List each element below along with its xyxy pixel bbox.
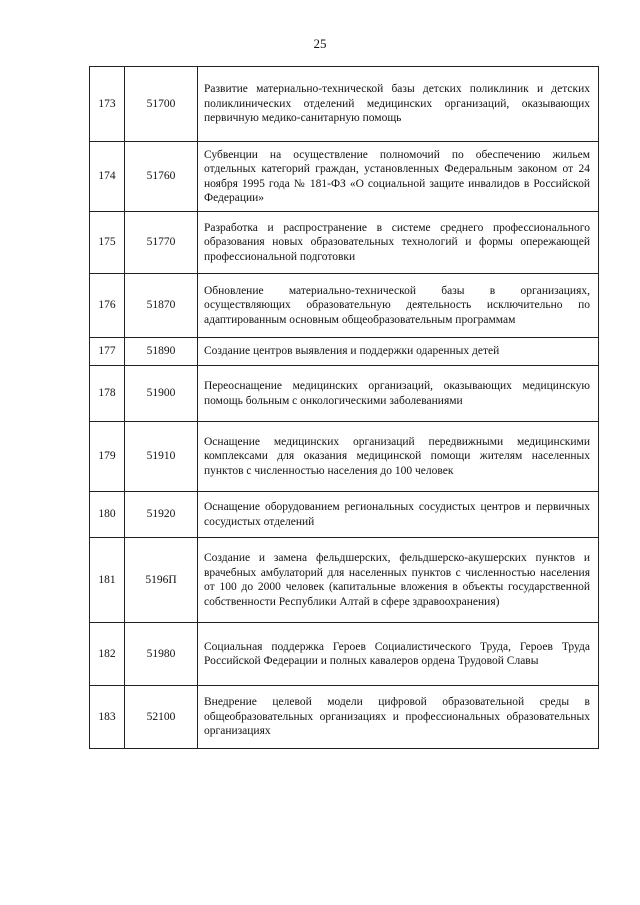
row-description-text: Создание и замена фельдшерских, фельдшерско-акушерских пунктов и врачебных амбулаторий для населенных пунктов с численностью населения от 100 до 2000 человек (капитальные вложения в объекты государственной собственности Республики Алтай в сфере здравоохранения) <box>204 552 590 608</box>
row-description-text: Субвенции на осуществление полномочий по обеспечению жильем отдельных категорий граждан, установленных Федеральным законом от 24 ноября 1995 года № 181-ФЗ «О социальной защите инвалидов в Российской Федерации» <box>204 148 590 204</box>
row-description <box>198 142 599 212</box>
row-description <box>198 623 599 686</box>
row-description <box>198 538 599 623</box>
row-description <box>198 338 599 366</box>
table-row <box>90 212 599 274</box>
row-number: 183 <box>90 686 125 749</box>
row-description <box>198 67 599 142</box>
row-number: 175 <box>90 212 125 274</box>
table-row <box>90 686 599 749</box>
row-description <box>198 366 599 422</box>
row-code: 51770 <box>125 212 198 274</box>
row-code: 52100 <box>125 686 198 749</box>
row-description-text: Развитие материально-технической базы детских поликлиник и детских поликлинических отделений медицинских организаций, оказывающих первичную медико-санитарную помощь <box>204 83 590 125</box>
row-number: 177 <box>90 338 125 366</box>
row-number: 174 <box>90 142 125 212</box>
page-number: 25 <box>313 36 327 51</box>
row-description-text: Создание центров выявления и поддержки одаренных детей <box>204 345 500 358</box>
row-description-text: Оснащение оборудованием региональных сосудистых центров и первичных сосудистых отделений <box>204 501 590 528</box>
budget-codes-table <box>89 66 599 749</box>
row-code: 51920 <box>125 492 198 538</box>
row-number: 176 <box>90 274 125 338</box>
row-description <box>198 492 599 538</box>
row-code: 51910 <box>125 422 198 492</box>
row-number: 173 <box>90 67 125 142</box>
row-description-text: Социальная поддержка Героев Социалистического Труда, Героев Труда Российской Федерации и полных кавалеров ордена Трудовой Славы <box>204 640 590 667</box>
row-description <box>198 274 599 338</box>
row-number: 182 <box>90 623 125 686</box>
row-description-text: Обновление материально-технической базы в организациях, осуществляющих образовательную деятельность исключительно по адаптированным основным общеобразовательным программам <box>204 284 590 326</box>
row-code: 51890 <box>125 338 198 366</box>
row-description <box>198 422 599 492</box>
row-code: 51870 <box>125 274 198 338</box>
row-number: 180 <box>90 492 125 538</box>
row-code: 51980 <box>125 623 198 686</box>
row-number: 181 <box>90 538 125 623</box>
row-number: 179 <box>90 422 125 492</box>
row-description-text: Внедрение целевой модели цифровой образовательной среды в общеобразовательных организациях и профессиональных образовательных организациях <box>204 696 590 738</box>
row-code: 51760 <box>125 142 198 212</box>
table-row <box>90 366 599 422</box>
table-row <box>90 538 599 623</box>
row-description <box>198 686 599 749</box>
row-code: 51900 <box>125 366 198 422</box>
table-row <box>90 492 599 538</box>
table-row <box>90 142 599 212</box>
table-row <box>90 274 599 338</box>
row-code: 51700 <box>125 67 198 142</box>
table-row <box>90 338 599 366</box>
row-description-text: Разработка и распространение в системе среднего профессионального образования новых образовательных технологий и формы опережающей профессиональной подготовки <box>204 221 590 263</box>
table-row <box>90 67 599 142</box>
table-row <box>90 422 599 492</box>
row-code: 5196П <box>125 538 198 623</box>
row-number: 178 <box>90 366 125 422</box>
table-row <box>90 623 599 686</box>
row-description <box>198 212 599 274</box>
row-description-text: Переоснащение медицинских организаций, оказывающих медицинскую помощь больным с онкологическими заболеваниями <box>204 380 590 407</box>
row-description-text: Оснащение медицинских организаций передвижными медицинскими комплексами для оказания медицинской помощи жителям населенных пунктов с численностью населения до 100 человек <box>204 435 590 477</box>
